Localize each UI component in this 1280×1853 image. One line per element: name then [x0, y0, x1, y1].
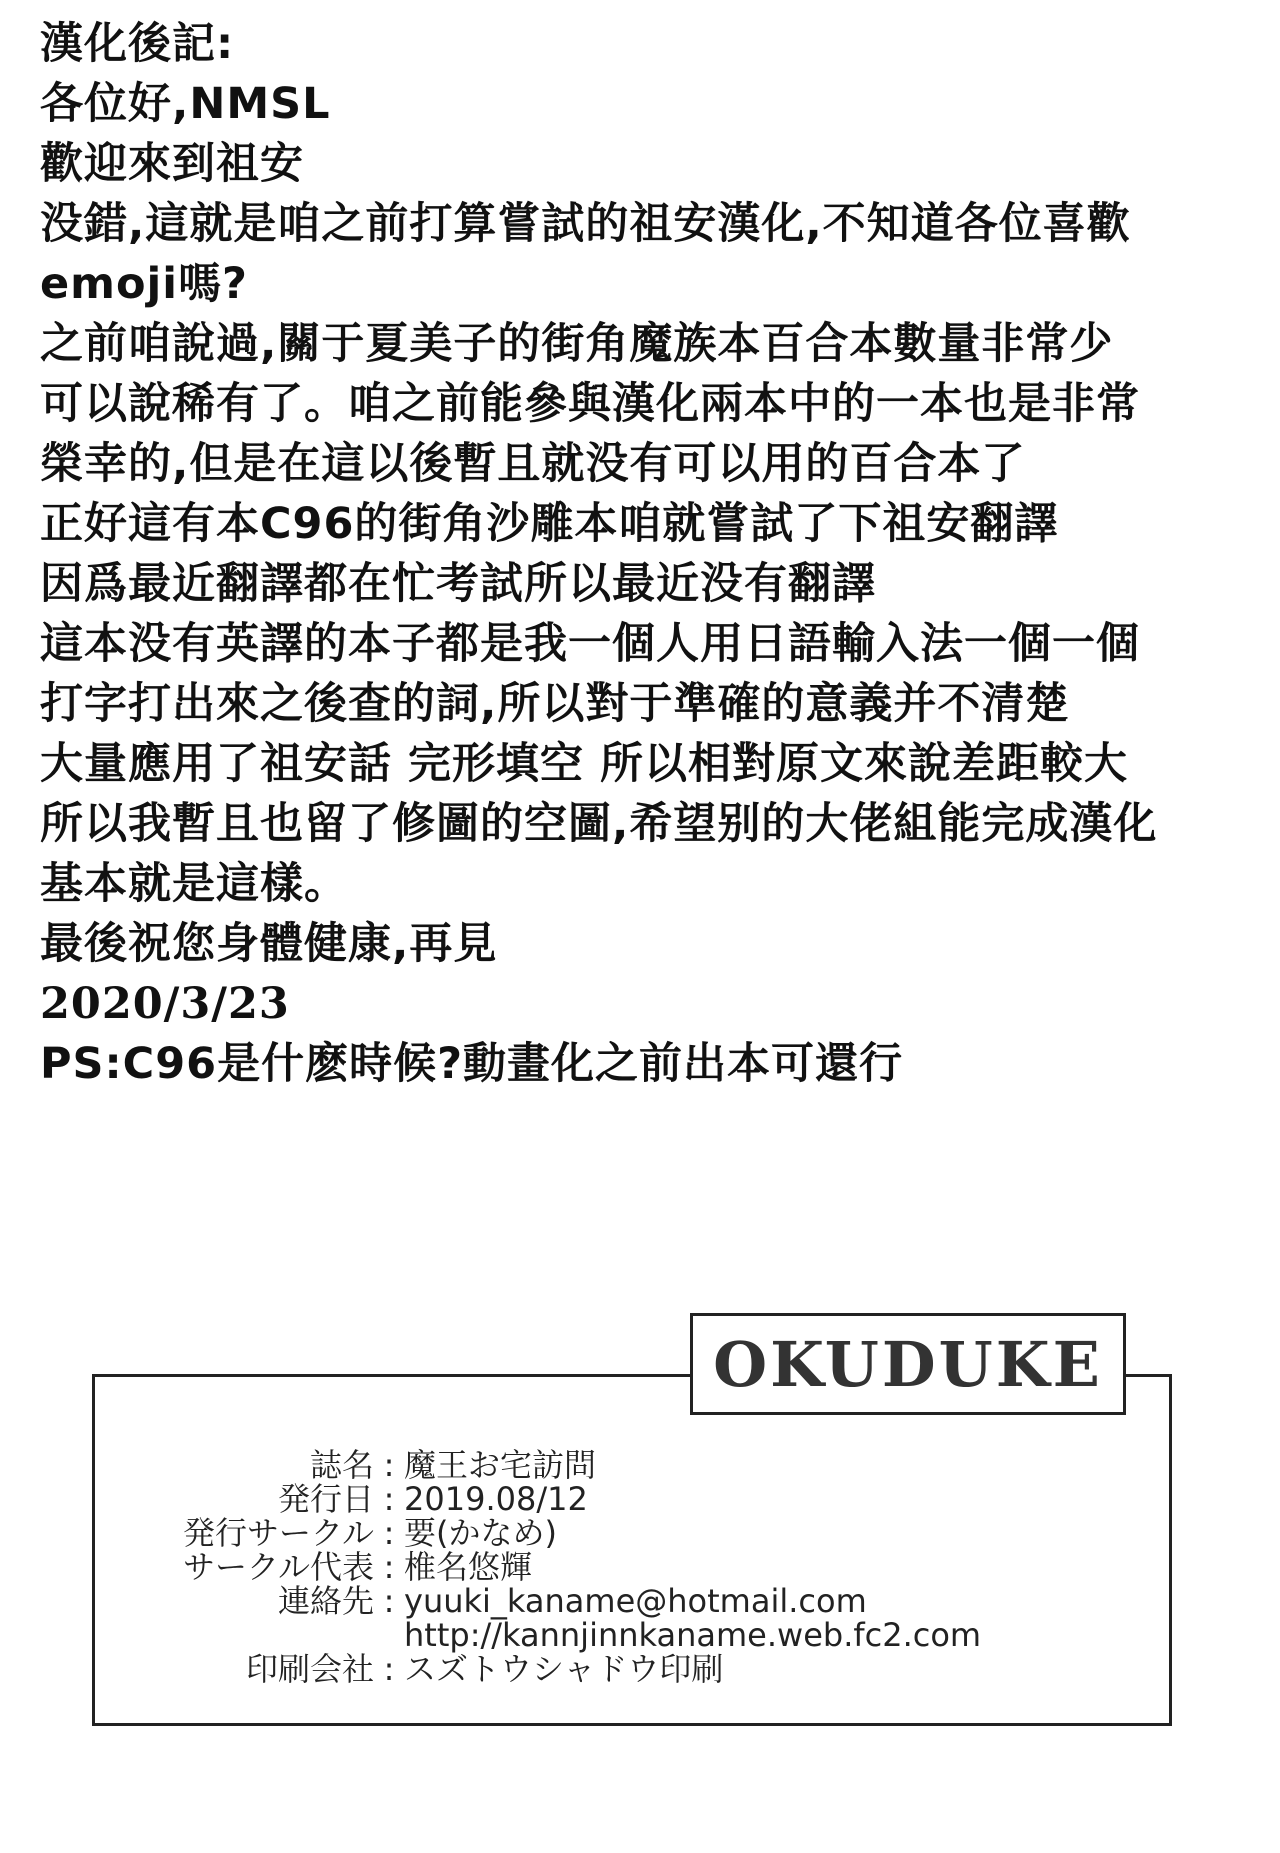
colophon-info	[92, 1448, 1092, 1686]
row-label: サークル代表	[182, 1548, 374, 1586]
note-line: 所以我暫且也留了修圖的空圖,希望别的大佬組能完成漢化	[40, 799, 1158, 849]
contact-website: http://kannjinnkaname.web.fc2.com	[404, 1616, 982, 1654]
contact-email: yuuki_kaname@hotmail.com	[404, 1582, 867, 1620]
row-label: 発行サークル	[182, 1514, 374, 1552]
colophon-row-circle	[92, 1516, 1092, 1550]
note-line: 基本就是這樣。	[40, 859, 348, 909]
row-label	[92, 1618, 374, 1652]
colophon-row-representative	[92, 1550, 1092, 1584]
note-line: 之前咱說過,關于夏美子的街角魔族本百合本數量非常少	[40, 319, 1114, 369]
notes-heading: 漢化後記:	[40, 19, 235, 69]
row-label: 発行日	[277, 1480, 374, 1518]
note-line: 最後祝您身體健康,再見	[40, 919, 498, 969]
row-value: 要(かなめ)	[404, 1514, 557, 1552]
row-colon: :	[383, 1446, 395, 1484]
row-label: 連絡先	[277, 1582, 374, 1620]
notes-ps: PS:C96是什麽時候?動畫化之前出本可還行	[40, 1039, 904, 1089]
row-value: 2019.08/12	[404, 1480, 588, 1518]
translator-notes	[40, 14, 1270, 1094]
row-value: 椎名悠輝	[404, 1548, 533, 1586]
note-line: 榮幸的,但是在這以後暫且就没有可以用的百合本了	[40, 439, 1026, 489]
row-label: 印刷会社	[245, 1650, 374, 1688]
row-value: スズトウシャドウ印刷	[404, 1650, 724, 1688]
colophon-row-date	[92, 1482, 1092, 1516]
colophon-heading: OKUDUKE	[713, 1327, 1103, 1401]
row-colon: :	[383, 1480, 395, 1518]
row-colon: :	[383, 1514, 395, 1552]
colophon-row-contact	[92, 1584, 1092, 1618]
note-line: 可以說稀有了。咱之前能參與漢化兩本中的一本也是非常	[40, 379, 1140, 429]
colophon-row-printer	[92, 1652, 1092, 1686]
note-line: 這本没有英譯的本子都是我一個人用日語輸入法一個一個	[40, 619, 1140, 669]
colophon-row-website	[92, 1618, 1092, 1652]
notes-date: 2020/3/23	[40, 979, 290, 1029]
note-line: 正好這有本C96的街角沙雕本咱就嘗試了下祖安翻譯	[40, 499, 1059, 549]
note-line: 没錯,這就是咱之前打算嘗試的祖安漢化,不知道各位喜歡	[40, 199, 1131, 249]
colophon-row-title	[92, 1448, 1092, 1482]
row-value: 魔王お宅訪問	[404, 1446, 597, 1484]
row-label: 誌名	[309, 1446, 374, 1484]
row-colon-blank	[374, 1618, 404, 1652]
note-line: 打字打出來之後查的詞,所以對于準確的意義并不清楚	[40, 679, 1070, 729]
colophon-heading-box	[690, 1313, 1126, 1415]
row-colon: :	[383, 1548, 395, 1586]
note-line: 各位好,NMSL	[40, 79, 331, 129]
note-line: emoji嗎?	[40, 259, 248, 309]
row-colon: :	[383, 1650, 395, 1688]
note-line: 因爲最近翻譯都在忙考試所以最近没有翻譯	[40, 559, 876, 609]
note-line: 大量應用了祖安話 完形填空 所以相對原文來說差距較大	[40, 739, 1128, 789]
row-colon: :	[383, 1582, 395, 1620]
note-line: 歡迎來到祖安	[40, 139, 304, 189]
